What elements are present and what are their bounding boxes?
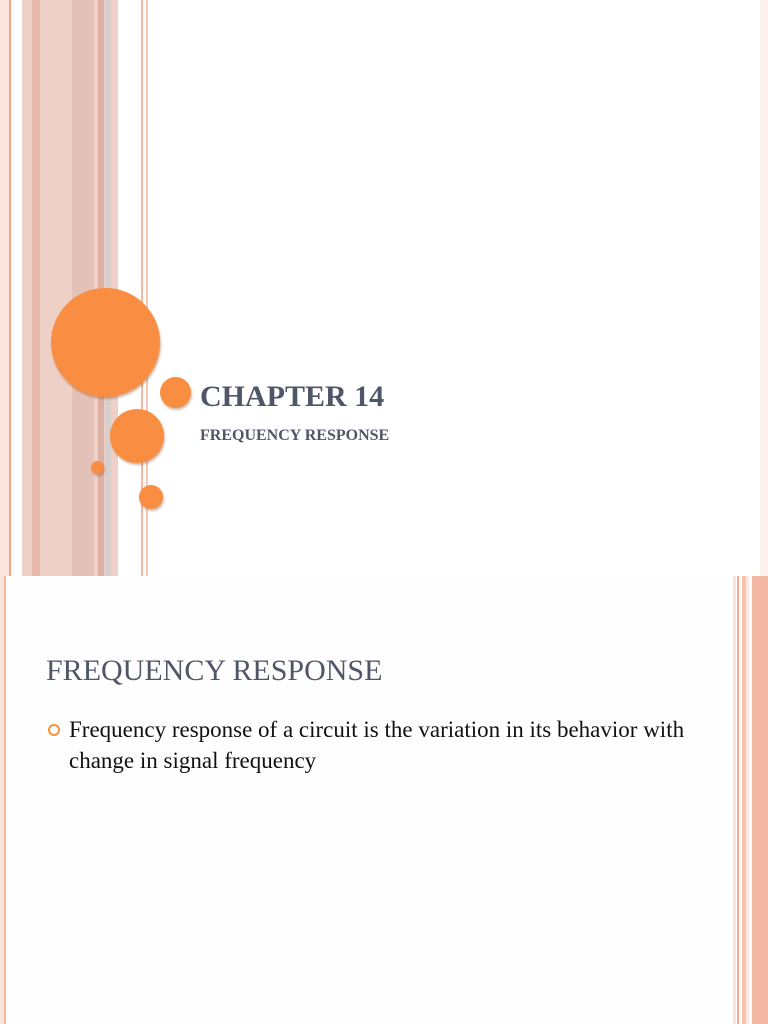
decorative-circle-tiny (91, 461, 104, 474)
decorative-stripe (737, 576, 739, 1024)
decorative-stripe (752, 576, 768, 1024)
decorative-circle-medium (110, 409, 164, 463)
decorative-stripe (733, 576, 736, 1024)
content-slide (0, 576, 768, 1024)
slide-heading: FREQUENCY RESPONSE (46, 654, 383, 687)
decorative-stripe (32, 0, 40, 576)
decorative-circle-small (139, 485, 163, 509)
slide-subtitle: FREQUENCY RESPONSE (200, 427, 390, 444)
decorative-stripe (72, 0, 94, 576)
ring-bullet-icon (48, 724, 60, 736)
decorative-circle-large (51, 288, 160, 397)
decorative-stripe (4, 576, 6, 1024)
decorative-stripe (760, 0, 768, 576)
decorative-stripe (0, 0, 9, 576)
bullet-list (46, 714, 686, 776)
slide-title: CHAPTER 14 (200, 380, 385, 413)
decorative-circle-small (160, 377, 191, 408)
bullet-text: Frequency response of a circuit is the variation in its behavior with change in signal frequency (69, 717, 685, 773)
decorative-stripe (9, 0, 11, 576)
bullet-item (46, 714, 686, 776)
decorative-stripe (746, 576, 749, 1024)
